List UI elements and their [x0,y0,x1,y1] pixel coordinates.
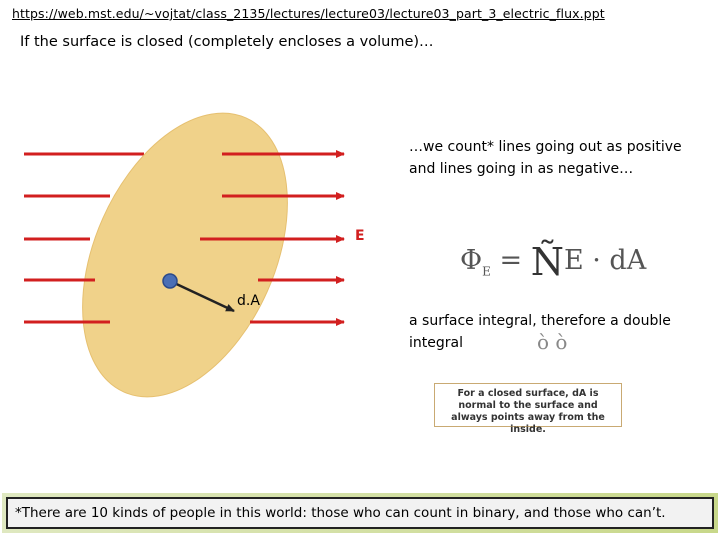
flux-formula [460,240,646,284]
slide-heading: If the surface is closed (completely encloses a volume)… [20,34,434,50]
count-description: …we count* lines going out as positive and lines going in as negative… [409,139,682,177]
footnote: *There are 10 kinds of people in this world: those who can count in binary, and those who can’t. [6,497,714,529]
area-vector-label: d.A [237,293,260,309]
formula-integrand: E · dA [563,245,647,276]
surface-integral-text: a surface integral, therefore a double integral [409,313,671,351]
source-url-link[interactable]: https://web.mst.edu/~vojtat/class_2135/lectures/lecture03/lecture03_part_3_electric_flux.ppt [12,6,605,21]
normal-vector-origin-dot [163,274,177,288]
closed-surface-note: For a closed surface, dA is normal to the surface and always points away from the inside. [434,383,622,427]
formula-equals: = [490,245,531,276]
field-label: E [355,228,365,244]
formula-phi: Φ [460,245,483,276]
closed-integral-symbol: Ñ [530,240,564,284]
closed-surface [42,81,328,428]
double-integral-symbol: ò ò [537,330,568,354]
formula-subscript: E [482,264,491,279]
